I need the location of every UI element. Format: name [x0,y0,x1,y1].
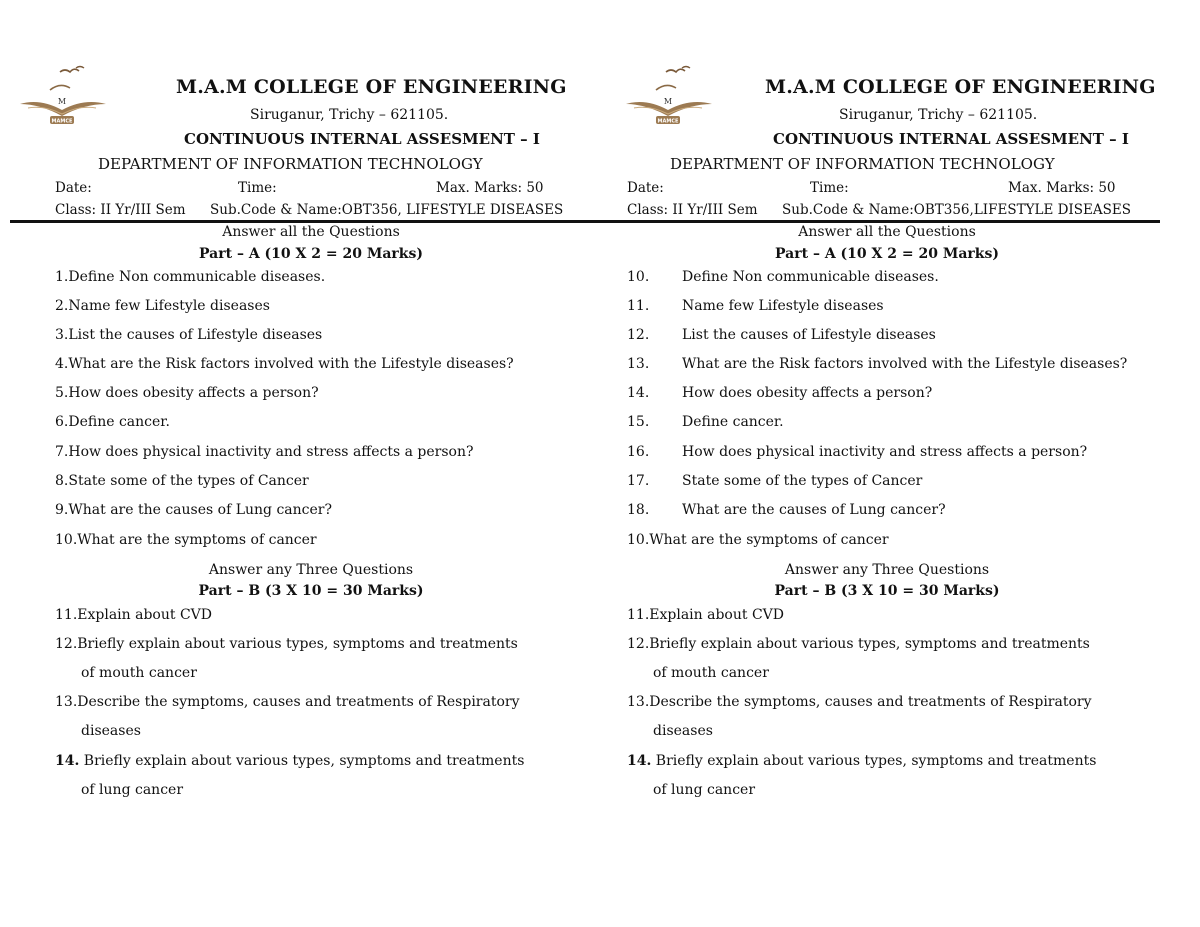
question-number: 14. [55,753,80,769]
department-name: DEPARTMENT OF INFORMATION TECHNOLOGY [98,155,483,173]
question-continuation: diseases [81,723,141,739]
question-number: 15. [627,414,650,430]
question-text: Define Non communicable diseases. [68,269,326,285]
question-number: 9. [55,502,69,518]
logo-text: MAMCE [657,118,679,125]
max-marks: Max. Marks: 50 [436,180,544,196]
question-text: How does physical inactivity and stress affects a person? [682,444,1088,460]
question-item: 12.Briefly explain about various types, symptoms and treatments [55,636,518,652]
question-number: 16. [627,444,650,460]
question-paper-left [10,0,590,927]
part-a-instruction: Answer all the Questions [798,224,976,240]
question-continuation: diseases [653,723,713,739]
question-number: 8. [55,473,69,489]
header-divider [10,220,586,223]
question-number: 3. [55,327,69,343]
question-item [55,356,514,372]
question-item: 10.What are the symptoms of cancer [55,532,317,548]
question-text: State some of the types of Cancer [682,473,923,489]
question-text: What are the causes of Lung cancer? [682,502,946,518]
college-name: M.A.M COLLEGE OF ENGINEERING [176,76,567,98]
question-continuation: of lung cancer [81,782,184,798]
question-text: How does physical inactivity and stress affects a person? [68,444,474,460]
question-number: 1. [55,269,69,285]
question-continuation: of mouth cancer [653,665,769,681]
question-item: 12.Briefly explain about various types, symptoms and treatments [627,636,1090,652]
question-text: Define Non communicable diseases. [682,269,939,285]
question-text: How does obesity affects a person? [68,385,319,401]
college-logo [16,64,108,128]
question-item [55,502,332,518]
date-label: Date: [55,180,92,196]
question-text: Define cancer. [682,414,784,430]
question-text: What are the causes of Lung cancer? [68,502,332,518]
college-name: M.A.M COLLEGE OF ENGINEERING [765,76,1156,98]
class-label: Class: II Yr/III Sem [55,202,186,218]
question-text: Briefly explain about various types, symptoms and treatments [651,753,1097,769]
question-paper-right [582,0,1162,927]
question-text: List the causes of Lifestyle diseases [68,327,323,343]
svg-text:M: M [57,97,67,106]
college-address: Siruganur, Trichy – 621105. [839,107,1038,123]
question-item: 13.Describe the symptoms, causes and treatments of Respiratory [55,694,520,710]
question-item [627,502,946,518]
question-item: 11.Explain about CVD [627,607,784,623]
college-logo [622,64,714,128]
part-b-instruction: Answer any Three Questions [784,562,990,578]
max-marks: Max. Marks: 50 [1008,180,1116,196]
question-item [627,385,932,401]
header-divider [582,220,1160,223]
question-text: Name few Lifestyle diseases [68,298,270,314]
part-b-instruction: Answer any Three Questions [208,562,414,578]
question-number: 14. [627,385,650,401]
subject-info: Sub.Code & Name:OBT356, LIFESTYLE DISEASES [210,202,564,218]
question-item [627,753,1096,769]
question-text: How does obesity affects a person? [682,385,933,401]
question-text: Define cancer. [68,414,170,430]
question-number: 6. [55,414,69,430]
question-item [55,327,322,343]
svg-text:M: M [663,97,673,106]
question-continuation: of lung cancer [653,782,756,798]
question-text: Name few Lifestyle diseases [682,298,884,314]
question-item [55,269,325,285]
question-number: 5. [55,385,69,401]
part-b-title: Part – B (3 X 10 = 30 Marks) [774,583,1000,599]
class-label: Class: II Yr/III Sem [627,202,758,218]
part-b-title: Part – B (3 X 10 = 30 Marks) [198,583,424,599]
part-a-instruction: Answer all the Questions [222,224,400,240]
question-text: Briefly explain about various types, symptoms and treatments [79,753,525,769]
part-a-title: Part – A (10 X 2 = 20 Marks) [199,246,423,262]
logo-text: MAMCE [51,118,73,125]
question-item [55,473,309,489]
question-item [627,444,1087,460]
question-text: List the causes of Lifestyle diseases [682,327,936,343]
question-number: 11. [627,298,650,314]
question-item [55,414,170,430]
question-continuation: of mouth cancer [81,665,197,681]
question-number: 18. [627,502,650,518]
question-item [627,269,939,285]
question-item [55,385,319,401]
question-item [627,473,922,489]
question-number: 2. [55,298,69,314]
question-number: 13. [627,356,650,372]
question-item [55,298,270,314]
question-number: 17. [627,473,650,489]
question-item [55,753,524,769]
college-address: Siruganur, Trichy – 621105. [250,107,449,123]
question-number: 14. [627,753,652,769]
time-label: Time: [810,180,849,196]
question-number: 7. [55,444,69,460]
question-item [55,444,474,460]
question-item: 13.Describe the symptoms, causes and treatments of Respiratory [627,694,1092,710]
department-name: DEPARTMENT OF INFORMATION TECHNOLOGY [670,155,1055,173]
question-number: 4. [55,356,69,372]
question-item [627,298,884,314]
exam-title: CONTINUOUS INTERNAL ASSESMENT – I [773,130,1129,148]
question-item: 10.What are the symptoms of cancer [627,532,889,548]
question-item: 11.Explain about CVD [55,607,212,623]
question-text: What are the Risk factors involved with the Lifestyle diseases? [682,356,1128,372]
question-number: 12. [627,327,650,343]
question-item [627,356,1127,372]
subject-info: Sub.Code & Name:OBT356,LIFESTYLE DISEASES [782,202,1131,218]
question-number: 10. [627,269,650,285]
exam-title: CONTINUOUS INTERNAL ASSESMENT – I [184,130,540,148]
question-text: What are the Risk factors involved with the Lifestyle diseases? [68,356,514,372]
question-item [627,327,936,343]
question-text: State some of the types of Cancer [68,473,309,489]
question-item [627,414,784,430]
date-label: Date: [627,180,664,196]
part-a-title: Part – A (10 X 2 = 20 Marks) [775,246,999,262]
time-label: Time: [238,180,277,196]
